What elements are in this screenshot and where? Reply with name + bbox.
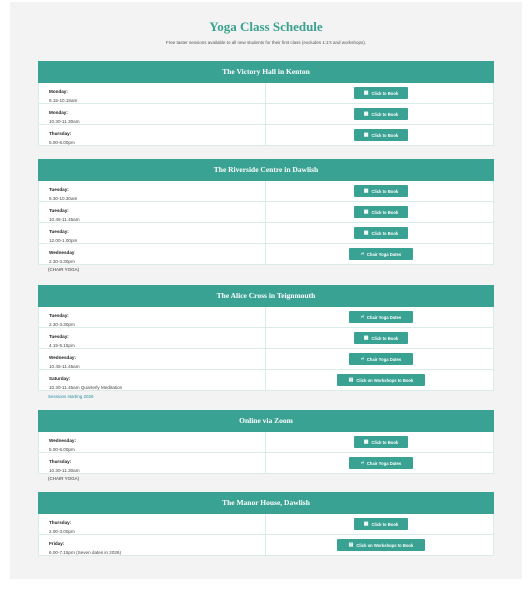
session-row [38,83,494,104]
session-day: Wednesday [49,250,75,255]
session-info [39,307,266,327]
calendar-icon: ▦ [363,187,369,194]
book-button[interactable] [354,108,408,120]
button-label: Chair Yoga Dates [366,314,402,320]
button-label: Click to Book [371,90,399,96]
session-row [38,328,494,349]
workshop-icon: ▤ [348,376,354,383]
venue-title: The Victory Hall in Kenton [38,61,494,83]
chair-yoga-note: (CHAIR YOGA) [48,267,80,272]
calendar-icon: ▦ [363,334,369,341]
session-info [39,328,266,348]
session-day: Tuesday: [49,208,69,213]
session-row [38,349,494,370]
session-time: 9.15-10.15am [49,98,78,103]
session-info [39,181,266,201]
session-time: 4.15-5.15pm [49,343,75,348]
session-row [38,244,494,265]
session-time: 10.30-11.30am [49,468,80,473]
chair-yoga-dates-button[interactable] [349,311,413,323]
book-button[interactable] [354,185,408,197]
chair-yoga-dates-button[interactable] [349,353,413,365]
button-label: Click to Book [371,521,399,527]
session-day: Thursday: [49,131,72,136]
session-row [38,307,494,328]
workshop-icon: ▤ [348,541,354,548]
session-info [39,223,266,243]
calendar-icon: ▦ [363,208,369,215]
session-day: Tuesday: [49,334,69,339]
session-time: 9.30-10.30am [49,196,78,201]
chair-icon: ⑁ [360,355,364,362]
session-time: 2.00-3.00pm [49,529,75,534]
session-info [39,83,266,103]
session-day: Monday: [49,110,68,115]
session-info [39,349,266,369]
venue-section [38,410,494,474]
button-label: Chair Yoga Dates [366,251,402,257]
sessions-starting-link[interactable]: Sessions starting 2026 [48,394,94,399]
chair-yoga-note: (CHAIR YOGA) [48,476,80,481]
venue-title: The Alice Cross in Teignmouth [38,285,494,307]
venue-title: The Riverside Centre in Dawlish [38,159,494,181]
session-time: 10.45-11.45am [49,217,80,222]
session-row [38,104,494,125]
button-label: Click to Book [371,132,399,138]
session-row [38,181,494,202]
chair-icon: ⑁ [360,459,364,466]
calendar-icon: ▦ [363,438,369,445]
session-day: Wednesday: [49,355,76,360]
session-info [39,453,266,473]
session-day: Thursday: [49,459,72,464]
button-label: Chair Yoga Dates [366,356,402,362]
venue-section [38,159,494,265]
session-row [38,125,494,146]
chair-icon: ⑁ [360,250,364,257]
button-label: Click to Book [371,335,399,341]
button-label: Click to Book [371,439,399,445]
session-day: Monday: [49,89,68,94]
button-label: Chair Yoga Dates [366,460,402,466]
workshops-book-button[interactable] [337,374,425,386]
session-time: 5.00-6.00pm [49,140,75,145]
session-info [39,104,266,124]
venue-section [38,61,494,146]
session-day: Friday: [49,541,65,546]
session-info [39,370,266,390]
book-button[interactable] [354,332,408,344]
session-info [39,535,266,555]
chair-yoga-dates-button[interactable] [349,248,413,260]
venue-title: The Manor House, Dawlish [38,492,494,514]
button-label: Click to Book [371,209,399,215]
session-time: 10.30-11.45am Quarterly Meditation [49,385,123,390]
button-label: Click to Book [371,111,399,117]
book-button[interactable] [354,206,408,218]
session-day: Saturday: [49,376,71,381]
button-label: Click to Book [371,188,399,194]
session-info [39,244,266,264]
session-row [38,223,494,244]
session-info [39,202,266,222]
session-row [38,514,494,535]
chair-yoga-dates-button[interactable] [349,457,413,469]
calendar-icon: ▦ [363,520,369,527]
session-time: 6.00-7.15pm (Seven dates in 2026) [49,550,122,555]
button-label: Click to Book [371,230,399,236]
session-row [38,432,494,453]
venue-section [38,492,494,556]
session-time: 12.00-1.00pm [49,238,78,243]
book-button[interactable] [354,227,408,239]
venue-title: Online via Zoom [38,410,494,432]
session-row [38,370,494,391]
calendar-icon: ▦ [363,110,369,117]
calendar-icon: ▦ [363,229,369,236]
session-day: Thursday: [49,520,72,525]
session-time: 10.45-11.45am [49,364,80,369]
session-time: 2.30-3.30pm [49,322,75,327]
book-button[interactable] [354,436,408,448]
chair-icon: ⑁ [360,313,364,320]
button-label: Click on Workshops to Book [356,542,414,548]
session-time: 5.00-6.00pm [49,447,75,452]
venue-section [38,285,494,391]
session-info [39,514,266,534]
session-day: Wednesday: [49,438,76,443]
session-row [38,202,494,223]
book-button[interactable] [354,87,408,99]
calendar-icon: ▦ [363,131,369,138]
book-button[interactable] [354,129,408,141]
session-day: Tuesday: [49,229,69,234]
session-info [39,432,266,452]
workshops-book-button[interactable] [337,539,425,551]
session-info [39,125,266,145]
page-title: Yoga Class Schedule [209,19,323,34]
button-label: Click on Workshops to Book [356,377,414,383]
calendar-icon: ▦ [363,89,369,96]
session-day: Tuesday: [49,187,69,192]
session-row [38,453,494,474]
session-row [38,535,494,556]
book-button[interactable] [354,518,408,530]
session-time: 2.30-3.30pm [49,259,75,264]
session-day: Tuesday: [49,313,69,318]
session-time: 10.30-11.30am [49,119,80,124]
page-subtitle: Free taster sessions available to all new students for their first class (excludes 1:1's and workshops). [166,40,366,45]
